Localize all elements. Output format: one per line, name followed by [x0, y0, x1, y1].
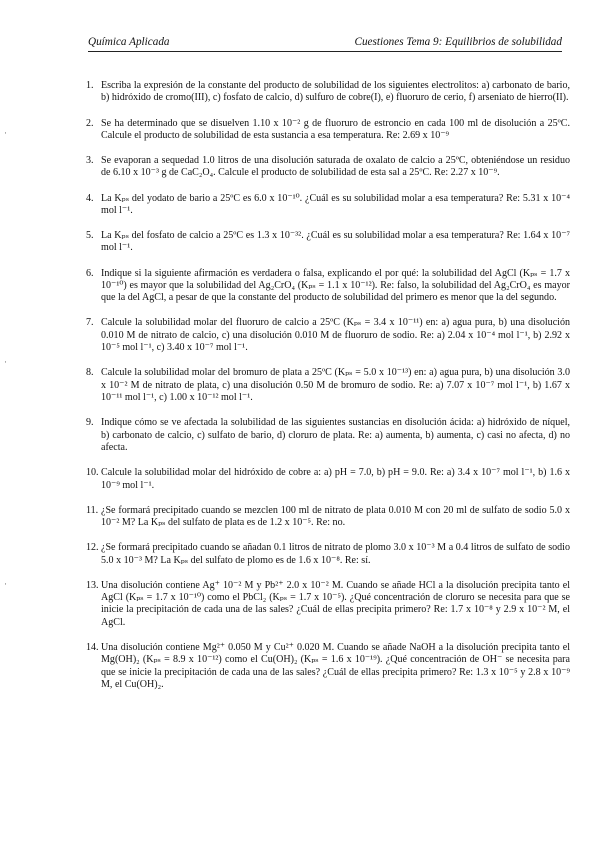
question-number: 7. — [86, 317, 94, 329]
question-item — [86, 417, 570, 454]
question-item — [86, 367, 570, 404]
question-text: Calcule la solubilidad molar del fluoruro de calcio a 25ºC (Kₚₛ = 3.4 x 10⁻¹¹) en: a) agua pura, b) una disolución 0.010 M de nitrato de calcio, c) una disolución 0.010 M de fluoruro de sodio. Re: a) 2.04 x 10⁻⁴ mol l⁻¹, b) 2.92 x 10⁻⁵ mol l⁻¹, c) 3.40 x 10⁻⁷ mol l⁻¹. — [101, 317, 570, 354]
question-number: 6. — [86, 267, 94, 279]
question-item — [86, 642, 570, 692]
question-number: 8. — [86, 367, 94, 379]
question-item — [86, 193, 570, 218]
question-text: Una disolución contiene Mg²⁺ 0.050 M y Cu²⁺ 0.020 M. Cuando se añade NaOH a la disolución precipita tanto el Mg(OH)₂ (Kₚₛ = 8.9 x 10⁻¹²) como el Cu(OH)₂ (Kₚₛ = 1.6 x 10⁻¹⁹). ¿Qué concentración de OH⁻ se necesita para que se inicie la precipitación de cada una de las sales? ¿Cuál de ellas precipita primero? Re: 1.3 x 10⁻⁵ y 2.8 x 10⁻⁹ M, el Cu(OH)₂. — [101, 641, 570, 691]
question-number: 1. — [86, 80, 94, 91]
question-number: 3. — [86, 155, 94, 166]
margin-mark: · — [4, 357, 7, 367]
question-text: Escriba la expresión de la constante del producto de solubilidad de los siguientes electrolitos: a) carbonato de bario, b) hidróxido de cromo(III), c) fosfato de calcio, d) sulfuro de cobre(I), e) fluoruro de cerio, f) arseniato de hierro(II). — [101, 80, 570, 104]
question-item — [86, 155, 570, 180]
question-list — [86, 80, 570, 704]
question-text: Indique cómo se ve afectada la solubilidad de las siguientes sustancias en disolución ácida: a) hidróxido de níquel, b) carbonato de calcio, c) sulfato de bario, d) cloruro de plata. Re: a) aumenta, b) aumenta, c) casi no afecta, d) no afecta. — [101, 417, 570, 454]
question-number: 12. — [86, 542, 99, 554]
question-text: Una disolución contiene Ag⁺ 10⁻² M y Pb²⁺ 2.0 x 10⁻² M. Cuando se añade HCl a la disolución precipita tanto el AgCl (Kₚₛ = 1.7 x 10⁻¹⁰) como el PbCl₂ (Kₚₛ = 1.7 x 10⁻⁵). ¿Qué concentración de cloruro se necesita para que se inicie la precipitación de cada una de las sales? ¿Cuál de ellas precipita primero? Re: 1.7 x 10⁻⁸ y 2.9 x 10⁻² M, el AgCl. — [101, 579, 570, 628]
question-text: La Kₚₛ del fosfato de calcio a 25ºC es 1.3 x 10⁻³². ¿Cuál es su solubilidad molar a esa temperatura? Re: 1.64 x 10⁻⁷ mol l⁻¹. — [101, 230, 570, 254]
question-number: 2. — [86, 117, 94, 129]
page-header — [88, 36, 562, 52]
header-course-title: Química Aplicada — [88, 36, 170, 48]
question-number: 4. — [86, 192, 94, 204]
question-text: Se evaporan a sequedad 1.0 litros de una disolución saturada de oxalato de calcio a 25ºC, obteniéndose un residuo de 6.10 x 10⁻³ g de CaC₂O₄. Calcule el producto de solubilidad de esta sal a 25ºC. Re: 2.27 x 10⁻⁹. — [101, 155, 570, 179]
question-text: La Kₚₛ del yodato de bario a 25ºC es 6.0 x 10⁻¹⁰. ¿Cuál es su solubilidad molar a esa temperatura? Re: 5.31 x 10⁻⁴ mol l⁻¹. — [101, 192, 570, 216]
question-item — [86, 542, 570, 567]
question-number: 9. — [86, 417, 94, 429]
margin-mark: · — [4, 579, 7, 589]
question-item — [86, 580, 570, 630]
question-item — [86, 80, 570, 105]
question-item — [86, 268, 570, 305]
question-number: 13. — [86, 579, 99, 591]
question-item — [86, 505, 570, 530]
question-item — [86, 467, 570, 492]
margin-mark: · — [4, 128, 7, 138]
question-item — [86, 118, 570, 143]
question-number: 10. — [86, 467, 99, 479]
question-text: ¿Se formará precipitado cuando se mezclen 100 ml de nitrato de plata 0.010 M con 20 ml de sulfato de sodio 5.0 x 10⁻² M? La Kₚₛ del sulfato de plata es de 1.2 x 10⁻⁵. Re: no. — [101, 504, 570, 529]
question-item — [86, 317, 570, 354]
question-item — [86, 230, 570, 255]
question-number: 11. — [86, 504, 99, 516]
question-text: Se ha determinado que se disuelven 1.10 x 10⁻² g de fluoruro de estroncio en cada 100 ml de disolución a 25ºC. Calcule el producto de solubilidad de esta sustancia a esa temperatura. Re: 2.69 x 10⁻⁹ — [101, 117, 570, 141]
question-text: Calcule la solubilidad molar del bromuro de plata a 25ºC (Kₚₛ = 5.0 x 10⁻¹³) en: a) agua pura, b) una disolución 3.0 x 10⁻² M de nitrato de plata, c) una disolución 0.50 M de bromuro de sodio. Re: a) 7.07 x 10⁻⁷ mol l⁻¹, b) 1.67 x 10⁻¹¹ mol l⁻¹, c) 1.00 x 10⁻¹² mol l⁻¹. — [101, 367, 570, 404]
question-number: 14. — [86, 641, 99, 653]
header-topic-title: Cuestiones Tema 9: Equilibrios de solubilidad — [354, 36, 562, 48]
question-text: Calcule la solubilidad molar del hidróxido de cobre a: a) pH = 7.0, b) pH = 9.0. Re: a) 3.4 x 10⁻⁷ mol l⁻¹, b) 1.6 x 10⁻⁹ mol l⁻¹. — [101, 467, 570, 491]
question-text: Indique si la siguiente afirmación es verdadera o falsa, explicando el por qué: la solubilidad del AgCl (Kₚₛ = 1.7 x 10⁻¹⁰) es mayor que la solubilidad del Ag₂CrO₄ (Kₚₛ = 1.1 x 10⁻¹²). Re: falso, la solubilidad del Ag₂CrO₄ es mayor que la del AgCl, a pesar de que la constante del producto de solubilidad del primero es menor que la del segundo. — [101, 267, 570, 304]
question-text: ¿Se formará precipitado cuando se añadan 0.1 litros de nitrato de plomo 3.0 x 10⁻³ M a 0.4 litros de sulfato de sodio 5.0 x 10⁻³ M? La Kₚₛ del sulfato de plomo es de 1.6 x 10⁻⁸. Re: sí. — [101, 542, 570, 566]
question-number: 5. — [86, 230, 94, 241]
